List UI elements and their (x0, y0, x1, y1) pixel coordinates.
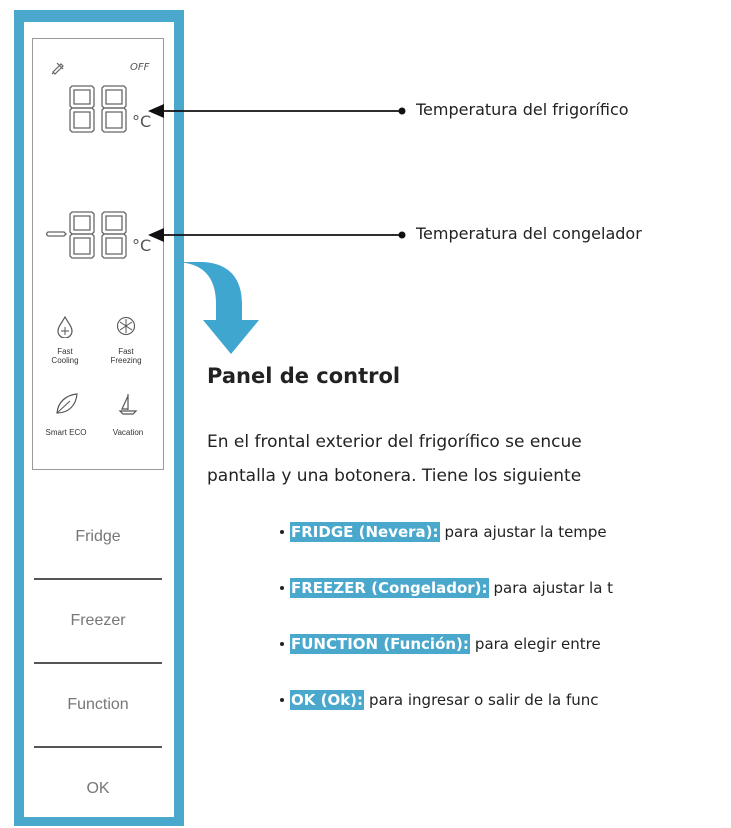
fast-freezing-label: Fast Freezing (110, 347, 142, 365)
freezer-temperature-callout: Temperatura del congelador (416, 224, 642, 243)
keyword-highlight: OK (Ok): (291, 691, 364, 709)
list-item (280, 634, 601, 654)
list-item-text: para ajustar la t (493, 579, 614, 597)
freezer-button[interactable]: Freezer (70, 612, 126, 629)
list-item (280, 690, 599, 710)
keyword-highlight: FUNCTION (Función): (291, 635, 469, 653)
fast-cooling-label: Fast Cooling (51, 347, 79, 365)
bullet-dot (280, 642, 284, 646)
list-item-text: para ajustar la tempe (444, 523, 607, 541)
bullet-dot (280, 530, 284, 534)
list-item-text: para ingresar o salir de la func (369, 691, 599, 709)
fridge-degree-symbol: °C (132, 112, 152, 131)
list-item (280, 578, 613, 598)
smart-eco-label: Smart ECO (45, 428, 87, 437)
keyword-highlight: FREEZER (Congelador): (291, 579, 488, 597)
ok-button[interactable]: OK (86, 780, 110, 797)
off-indicator: OFF (130, 62, 150, 73)
vacation-label: Vacation (112, 428, 144, 437)
freezer-degree-symbol: °C (132, 236, 152, 255)
fridge-temperature-callout: Temperatura del frigorífico (416, 100, 629, 119)
keyword-highlight: FRIDGE (Nevera): (291, 523, 439, 541)
list-item (280, 522, 607, 542)
paragraph-line-1: En el frontal exterior del frigorífico se encue (207, 432, 582, 452)
section-heading: Panel de control (207, 364, 401, 388)
list-item-text: para elegir entre (474, 635, 601, 653)
fridge-button[interactable]: Fridge (75, 528, 121, 545)
function-button[interactable]: Function (67, 696, 129, 713)
bullet-dot (280, 586, 284, 590)
paragraph-line-2: pantalla y una botonera. Tiene los siguiente (207, 466, 582, 486)
bullet-dot (280, 698, 284, 702)
